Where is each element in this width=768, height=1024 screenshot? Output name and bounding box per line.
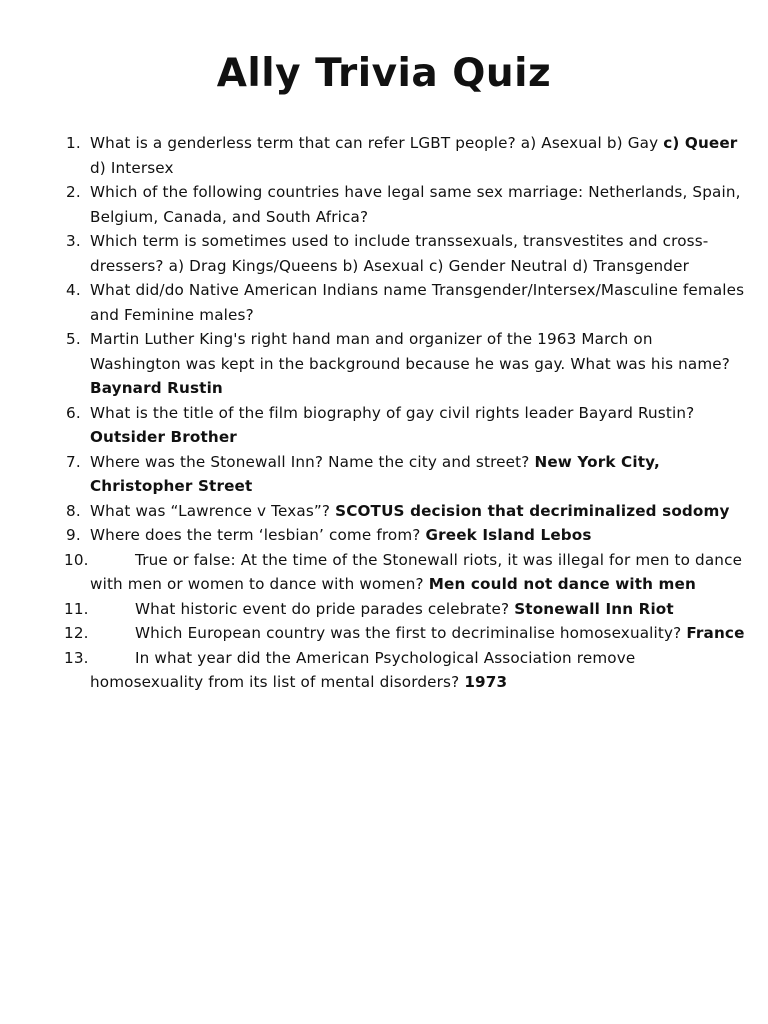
- question-answer: Greek Island Lebos: [425, 526, 592, 544]
- question-number: 2.: [66, 183, 81, 201]
- question-text: Where does the term ‘lesbian’ come from?: [90, 526, 421, 544]
- question-text: What was “Lawrence v Texas”?: [90, 501, 331, 520]
- question-answer: Men could not dance with men: [428, 575, 696, 593]
- question-answer: c) Queer: [663, 134, 738, 152]
- question-item: [66, 401, 746, 450]
- question-answer: 1973: [464, 673, 508, 691]
- question-item: [66, 327, 746, 401]
- question-number: 3.: [66, 232, 81, 250]
- question-number: 12.: [64, 624, 89, 642]
- question-number: 1.: [66, 134, 81, 152]
- question-number: 11.: [64, 599, 89, 618]
- question-text: Which European country was the first to decriminalise homosexuality?: [135, 624, 682, 642]
- question-number: 4.: [66, 281, 81, 299]
- question-text: What historic event do pride parades celebrate?: [135, 599, 510, 618]
- question-item: [66, 229, 746, 278]
- question-text: Where was the Stonewall Inn? Name the city and street?: [90, 452, 530, 471]
- question-answer: Outsider Brother: [90, 428, 237, 446]
- question-text: Which of the following countries have legal same sex marriage: Netherlands, Spain, Belgium, Canada, and South Africa?: [90, 183, 741, 226]
- question-text: What is a genderless term that can refer LGBT people? a) Asexual b) Gay: [90, 134, 659, 152]
- question-item: [66, 523, 746, 548]
- question-number: 10.: [64, 550, 89, 569]
- question-item: [66, 278, 746, 327]
- question-answer: Stonewall Inn Riot: [514, 599, 674, 618]
- question-number: 13.: [64, 648, 89, 667]
- question-item: [66, 180, 746, 229]
- question-item: [66, 621, 746, 646]
- question-text-after: d) Intersex: [90, 158, 174, 177]
- question-number: 9.: [66, 526, 81, 544]
- question-item: [66, 646, 746, 695]
- question-text: Which term is sometimes used to include transsexuals, transvestites and cross-dressers? a) Drag Kings/Queens b) Asexual c) Gender Neutral d) Transgender: [90, 232, 709, 275]
- question-answer: SCOTUS decision that decriminalized sodomy: [335, 501, 730, 520]
- question-number: 5.: [66, 330, 81, 348]
- question-answer: New York City, Christopher Street: [90, 452, 660, 495]
- question-answer: Baynard Rustin: [90, 379, 223, 397]
- question-item: [66, 131, 746, 180]
- question-item: [66, 499, 746, 524]
- question-text: What did/do Native American Indians name Transgender/Intersex/Masculine females and Feminine males?: [90, 281, 745, 324]
- question-item: [66, 548, 746, 597]
- question-number: 7.: [66, 452, 81, 471]
- question-text: In what year did the American Psychological Association remove homosexuality from its list of mental disorders?: [90, 648, 636, 691]
- question-text: True or false: At the time of the Stonewall riots, it was illegal for men to dance with men or women to dance with women?: [90, 550, 743, 593]
- question-text: Martin Luther King's right hand man and organizer of the 1963 March on Washington was kept in the background because he was gay. What was his name?: [90, 330, 731, 373]
- question-item: [66, 597, 746, 622]
- question-item: [66, 450, 746, 499]
- question-number: 6.: [66, 403, 81, 422]
- question-text: What is the title of the film biography of gay civil rights leader Bayard Rustin?: [90, 403, 695, 422]
- question-list: [66, 131, 746, 695]
- question-answer: France: [686, 624, 745, 642]
- question-number: 8.: [66, 501, 81, 520]
- page-title: Ally Trivia Quiz: [216, 51, 552, 96]
